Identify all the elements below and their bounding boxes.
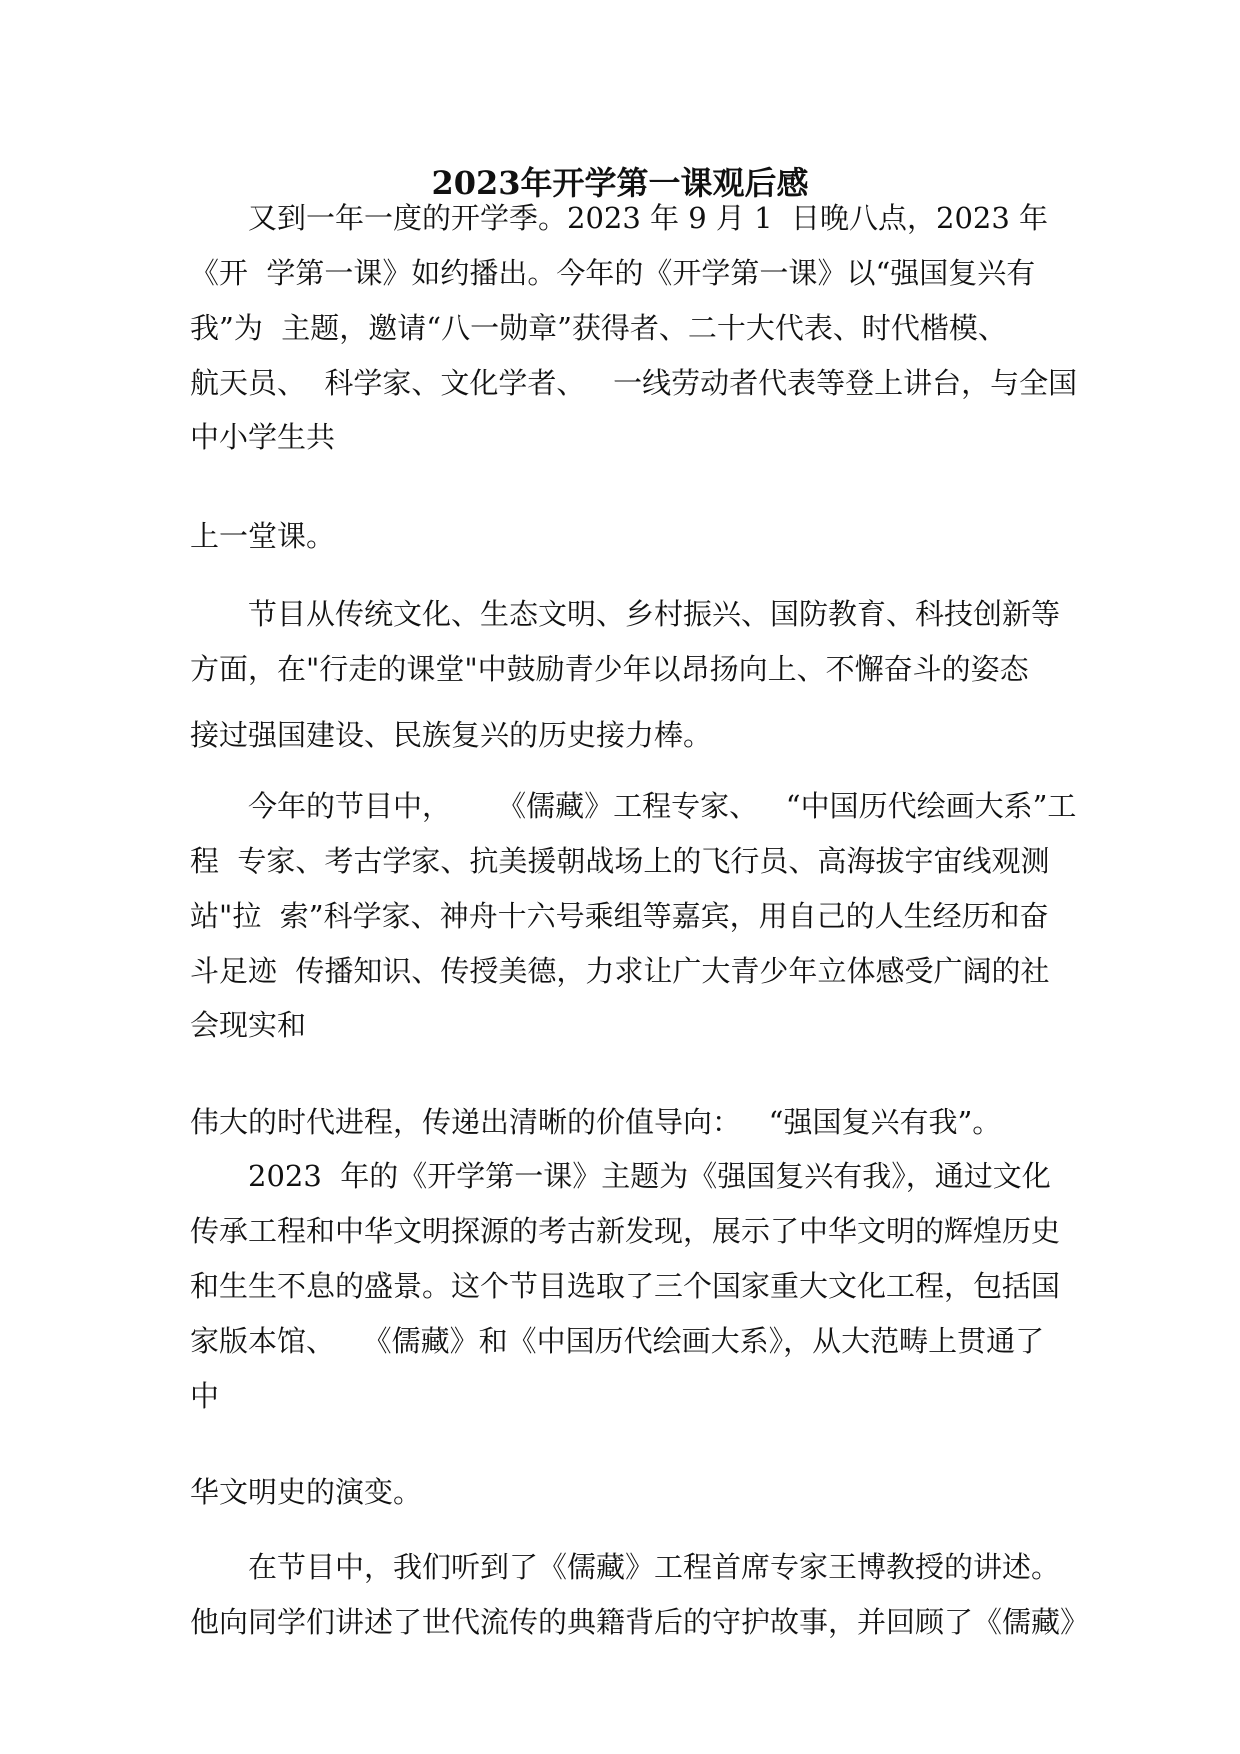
text-line: 今年的节目中， 《儒藏》工程专家、 “中国历代绘画大系”工 [248,789,1077,823]
text-line: 方面，在"行走的课堂"中鼓励青少年以昂扬向上、不懈奋斗的姿态 [190,652,1029,686]
text-line: 航天员、 科学家、文化学者、 一线劳动者代表等登上讲台，与全国 [190,366,1078,400]
text-line: 节目从传统文化、生态文明、乡村振兴、国防教育、科技创新等 [248,597,1061,631]
text-line: 传承工程和中华文明探源的考古新发现，展示了中华文明的辉煌历史 [190,1214,1061,1248]
text-line: 华文明史的演变。 [190,1475,423,1509]
text-line: 会现实和 [190,1008,307,1042]
text-line: 在节目中，我们听到了《儒藏》工程首席专家王博教授的讲述。 [248,1550,1061,1584]
document-title: 2023年开学第一课观后感 [431,164,809,202]
text-line: 站"拉 索”科学家、神舟十六号乘组等嘉宾，用自己的人生经历和奋 [190,899,1049,933]
text-line: 家版本馆、 《儒藏》和《中国历代绘画大系》，从大范畴上贯通了 [190,1324,1045,1358]
text-line: 我”为 主题，邀请“八一勋章”获得者、二十大代表、时代楷模、 [190,311,1007,345]
text-line: 上一堂课。 [190,519,336,553]
text-line: 他向同学们讲述了世代流传的典籍背后的守护故事，并回顾了《儒藏》 [190,1605,1090,1639]
text-line: 斗足迹 传播知识、传授美德，力求让广大青少年立体感受广阔的社 [190,954,1050,988]
text-line: 《开 学第一课》如约播出。今年的《开学第一课》以“强国复兴有 [190,256,1036,290]
text-line: 中 [190,1379,220,1413]
text-line: 2023 年的《开学第一课》主题为《强国复兴有我》，通过文化 [248,1159,1051,1193]
text-line: 程 专家、考古学家、抗美援朝战场上的飞行员、高海拔宇宙线观测 [190,844,1050,878]
text-line: 中小学生共 [190,420,336,454]
text-line: 接过强国建设、民族复兴的历史接力棒。 [190,718,713,752]
text-line: 又到一年一度的开学季。2023 年 9 月 1 日晚八点，2023 年 [248,201,1049,235]
text-line: 伟大的时代进程，传递出清晰的价值导向： “强国复兴有我”。 [190,1105,1002,1139]
text-line: 和生生不息的盛景。这个节目选取了三个国家重大文化工程，包括国 [190,1269,1061,1303]
